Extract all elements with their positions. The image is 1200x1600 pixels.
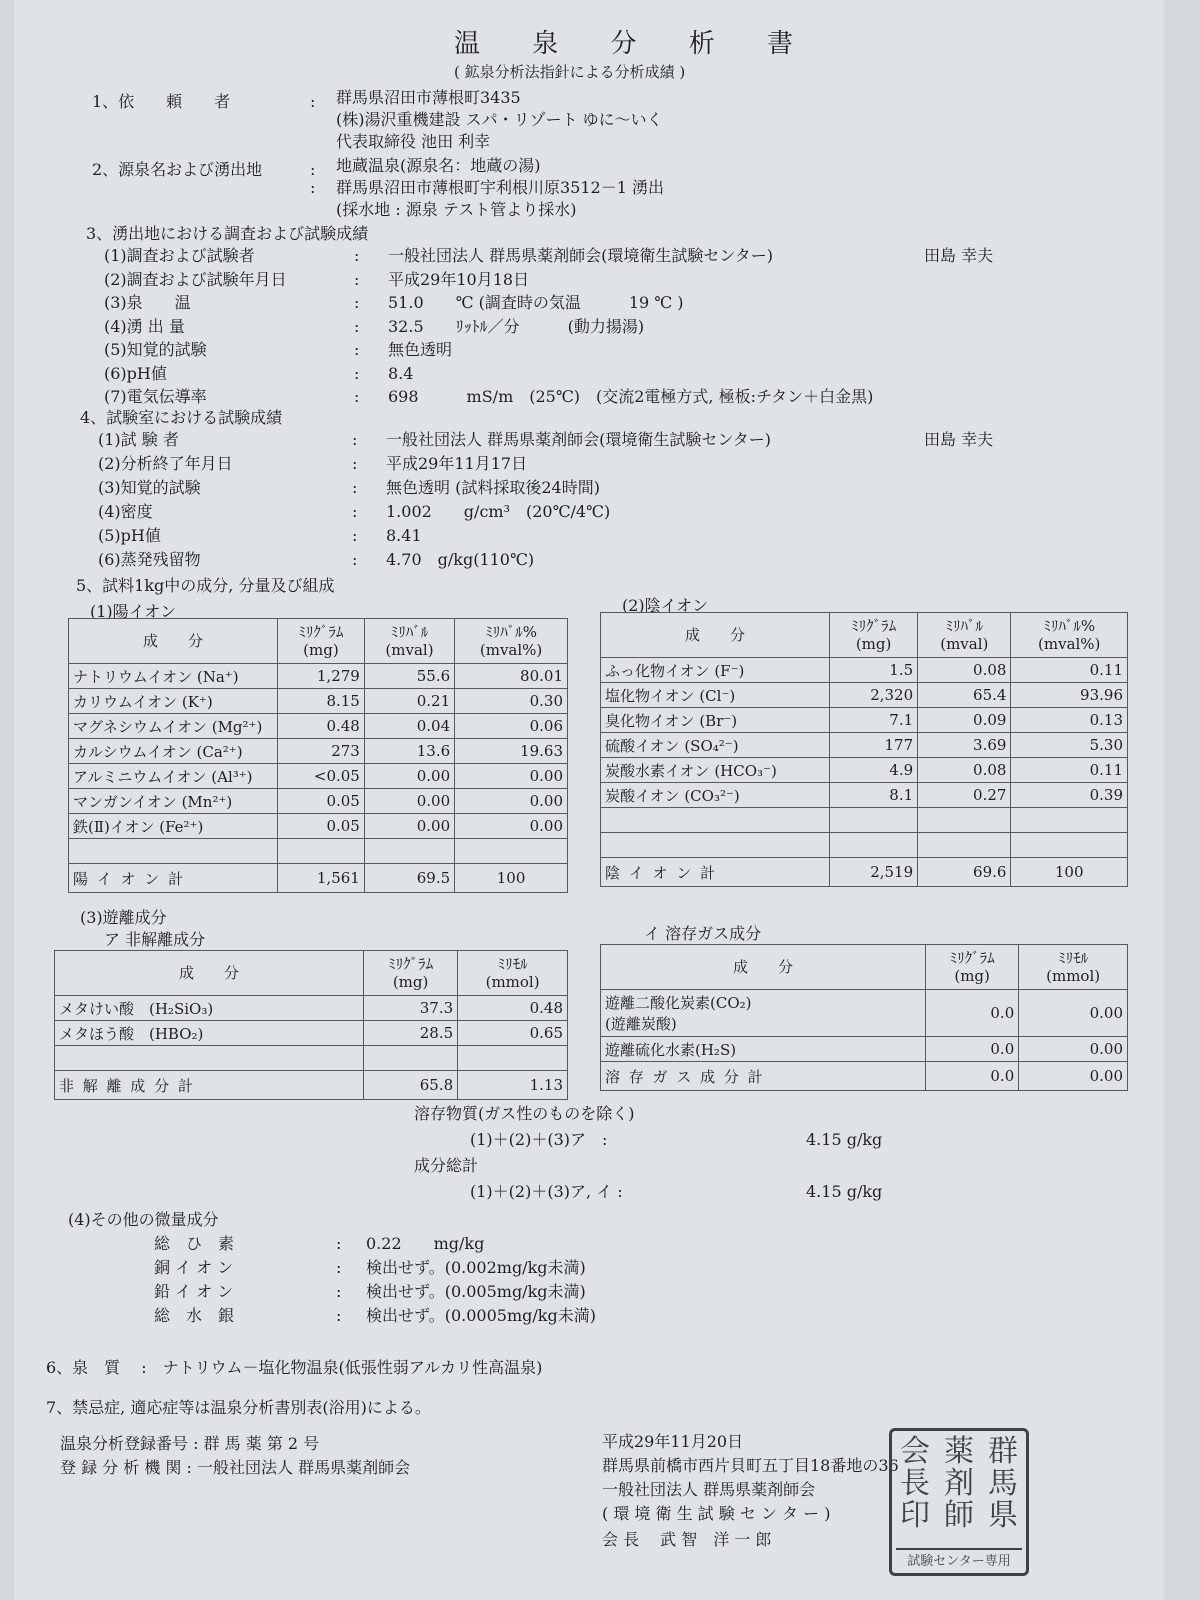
issue-date: 平成29年11月20日	[602, 1432, 744, 1451]
stamp-char: 会	[900, 1434, 930, 1469]
table-row	[69, 689, 568, 714]
component-value: 7.1	[830, 708, 918, 733]
component-value: 1,279	[278, 664, 365, 689]
table-row	[55, 1021, 568, 1046]
component-value: 55.6	[364, 664, 454, 689]
field-value: 32.5 ﾘｯﾄﾙ／分 (動力揚湯)	[388, 316, 645, 336]
component-name: 炭酸水素イオン (HCO₃⁻)	[601, 758, 830, 783]
s2-colon: :	[310, 160, 316, 179]
field-colon: :	[354, 340, 360, 359]
s5-label: 5、試料1kg中の成分, 分量及び組成	[76, 576, 335, 595]
component-name: ふっ化物イオン (F⁻)	[601, 658, 830, 683]
component-value	[918, 808, 1011, 833]
field-label: (6)pH値	[104, 363, 167, 383]
column-header: ﾐﾘﾓﾙ (mmol)	[458, 951, 568, 996]
trace-label: (4)その他の微量成分	[68, 1210, 219, 1229]
table-row	[601, 708, 1128, 733]
component-value	[278, 839, 365, 864]
table-row	[601, 833, 1128, 858]
field-label: (4)湧 出 量	[104, 316, 185, 336]
component-value: 0.21	[364, 689, 454, 714]
component-value: 0.05	[278, 814, 365, 839]
issuer-address: 群馬県前橋市西片貝町五丁目18番地の36	[602, 1456, 899, 1475]
table-total-row	[601, 858, 1128, 887]
column-header: 成 分	[601, 613, 830, 658]
table-row	[601, 808, 1128, 833]
component-value: 0.0	[926, 990, 1019, 1037]
component-value	[458, 1046, 568, 1071]
trace-name: 銅 イ オ ン	[154, 1258, 234, 1277]
field-colon: :	[354, 363, 360, 383]
component-value	[918, 833, 1011, 858]
s3-label: 3、湧出地における調査および試験成績	[86, 224, 369, 243]
field-label: (2)分析終了年月日	[98, 454, 233, 473]
nondis-table	[54, 950, 568, 1100]
component-value: 0.00	[1019, 990, 1128, 1037]
total-value: 69.5	[364, 864, 454, 893]
column-header: 成 分	[601, 945, 926, 990]
table-row	[69, 764, 568, 789]
field-colon: :	[354, 387, 360, 406]
component-value	[455, 839, 568, 864]
issuer-chair: 会 長 武 智 洋 一 郎	[602, 1530, 772, 1549]
component-name: 遊離二酸化炭素(CO₂) (遊離炭酸)	[601, 990, 926, 1037]
component-value: 177	[830, 733, 918, 758]
analysis-document	[14, 0, 1164, 1600]
total-value: 0.00	[1019, 1062, 1128, 1091]
component-name: カルシウムイオン (Ca²⁺)	[69, 739, 278, 764]
component-value: 0.05	[278, 789, 365, 814]
component-value: 0.06	[455, 714, 568, 739]
field-value: 一般社団法人 群馬県薬剤師会(環境衛生試験センター)	[388, 246, 773, 265]
component-value: 4.9	[830, 758, 918, 783]
component-name: 硫酸イオン (SO₄²⁻)	[601, 733, 830, 758]
component-name: 遊離硫化水素(H₂S)	[601, 1037, 926, 1062]
trace-name: 総 水 銀	[154, 1306, 235, 1325]
component-value: 0.00	[455, 789, 568, 814]
total-formula: (1)＋(2)＋(3)ア, イ :	[470, 1182, 623, 1201]
stamp-char: 薬	[944, 1434, 974, 1469]
field-colon: :	[352, 430, 358, 449]
component-value: 8.1	[830, 783, 918, 808]
field-label: (3)知覚的試験	[98, 478, 201, 497]
component-value: 0.27	[918, 783, 1011, 808]
field-colon: :	[352, 550, 358, 569]
component-name: メタけい酸 (H₂SiO₃)	[55, 996, 364, 1021]
registration-org: 登 録 分 析 機 関 : 一般社団法人 群馬県薬剤師会	[60, 1458, 411, 1477]
component-value: 28.5	[364, 1021, 458, 1046]
component-value	[364, 839, 454, 864]
official-seal-stamp	[889, 1428, 1029, 1576]
field-value: 8.41	[386, 526, 422, 545]
free-label: (3)遊離成分	[80, 908, 167, 927]
table-row	[69, 664, 568, 689]
component-name: 鉄(Ⅱ)イオン (Fe²⁺)	[69, 814, 278, 839]
trace-colon: :	[336, 1306, 342, 1325]
total-value: 0.0	[926, 1062, 1019, 1091]
field-colon: :	[354, 293, 360, 312]
total-value: 4.15 g/kg	[806, 1182, 883, 1201]
stamp-char: 長	[900, 1466, 930, 1501]
dissolved-label: 溶存物質(ガス性のものを除く)	[414, 1104, 635, 1123]
total-value: 1.13	[458, 1071, 568, 1100]
component-value: 0.13	[1011, 708, 1128, 733]
component-value: 5.30	[1011, 733, 1128, 758]
component-value: 0.48	[278, 714, 365, 739]
stamp-char: 馬	[988, 1466, 1018, 1501]
component-value	[1011, 833, 1128, 858]
component-name: 塩化物イオン (Cl⁻)	[601, 683, 830, 708]
stamp-bottom-text: 試験センター専用	[896, 1548, 1022, 1569]
table-header-row	[601, 613, 1128, 658]
component-value: 37.3	[364, 996, 458, 1021]
anion-table	[600, 612, 1128, 887]
component-value: 0.30	[455, 689, 568, 714]
total-label: 成分総計	[414, 1156, 479, 1175]
document-title: 温 泉 分 析 書	[454, 29, 816, 59]
field-colon: :	[354, 246, 360, 265]
column-header: ﾐﾘﾊﾞﾙ (mval)	[364, 619, 454, 664]
issuer-org: 一般社団法人 群馬県薬剤師会	[602, 1480, 816, 1499]
component-value: 0.00	[1019, 1037, 1128, 1062]
gas-label: イ 溶存ガス成分	[644, 924, 762, 943]
component-name	[601, 833, 830, 858]
column-header: ﾐﾘｸﾞﾗﾑ (mg)	[278, 619, 365, 664]
field-value: 698 mS/m (25℃) (交流2電極方式, 極板:チタン＋白金黒)	[388, 387, 874, 406]
s2-line: 群馬県沼田市薄根町宇利根川原3512－1 湧出	[336, 178, 664, 197]
field-examiner: 田島 幸夫	[924, 430, 994, 449]
component-value: 0.00	[364, 764, 454, 789]
s1-line: 代表取締役 池田 利幸	[336, 132, 491, 151]
component-value: 0.48	[458, 996, 568, 1021]
component-value: 0.00	[364, 814, 454, 839]
field-label: (6)蒸発残留物	[98, 550, 201, 569]
trace-name: 鉛 イ オ ン	[154, 1282, 234, 1301]
table-header-row	[55, 951, 568, 996]
trace-colon: :	[336, 1282, 342, 1301]
total-label: 溶 存 ガ ス 成 分 計	[601, 1062, 926, 1091]
s2-colon: :	[310, 178, 316, 197]
column-header: 成 分	[69, 619, 278, 664]
stamp-char: 県	[988, 1498, 1018, 1533]
table-row	[601, 733, 1128, 758]
field-label: (7)電気伝導率	[104, 387, 207, 406]
component-value	[1011, 808, 1128, 833]
dissolved-value: 4.15 g/kg	[806, 1130, 883, 1149]
component-value: 0.39	[1011, 783, 1128, 808]
component-value: 0.0	[926, 1037, 1019, 1062]
spring-quality: 6、泉 質 : ナトリウム－塩化物温泉(低張性弱アルカリ性高温泉)	[46, 1358, 543, 1377]
gas-table	[600, 944, 1128, 1091]
s2-line: (採水地 : 源泉 テスト管より採水)	[336, 200, 577, 219]
stamp-char: 印	[900, 1498, 930, 1533]
component-value: 0.65	[458, 1021, 568, 1046]
field-label: (1)調査および試験者	[104, 246, 255, 265]
table-total-row	[55, 1071, 568, 1100]
total-label: 陽 イ オ ン 計	[69, 864, 278, 893]
component-value: 0.00	[455, 764, 568, 789]
field-colon: :	[352, 454, 358, 473]
registration-number: 温泉分析登録番号 : 群 馬 薬 第 2 号	[60, 1434, 320, 1453]
trace-value: 0.22 mg/kg	[366, 1234, 485, 1253]
component-value: 0.11	[1011, 758, 1128, 783]
component-name: カリウムイオン (K⁺)	[69, 689, 278, 714]
s1-label: 1、依 頼 者	[92, 92, 231, 111]
component-value: 19.63	[455, 739, 568, 764]
component-name: メタほう酸 (HBO₂)	[55, 1021, 364, 1046]
total-value: 2,519	[830, 858, 918, 887]
field-colon: :	[354, 316, 360, 336]
trace-value: 検出せず。(0.0005mg/kg未満)	[366, 1306, 596, 1325]
table-row	[601, 1037, 1128, 1062]
column-header: ﾐﾘﾊﾞﾙ% (mval%)	[1011, 613, 1128, 658]
stamp-char: 師	[944, 1498, 974, 1533]
field-value: 一般社団法人 群馬県薬剤師会(環境衛生試験センター)	[386, 430, 771, 449]
total-value: 69.6	[918, 858, 1011, 887]
issuer-center: ( 環 境 衛 生 試 験 セ ン タ ー )	[602, 1504, 831, 1523]
component-value: 273	[278, 739, 365, 764]
field-label: (2)調査および試験年月日	[104, 269, 287, 289]
stamp-char: 剤	[944, 1466, 974, 1501]
stamp-char: 群	[988, 1434, 1018, 1469]
column-header: ﾐﾘｸﾞﾗﾑ (mg)	[830, 613, 918, 658]
table-row	[69, 739, 568, 764]
total-value: 1,561	[278, 864, 365, 893]
component-value: 0.08	[918, 758, 1011, 783]
total-value: 65.8	[364, 1071, 458, 1100]
column-header: ﾐﾘｸﾞﾗﾑ (mg)	[926, 945, 1019, 990]
trace-colon: :	[336, 1258, 342, 1277]
s2-line: 地蔵温泉(源泉名：地蔵の湯)	[336, 156, 541, 175]
s2-label: 2、源泉名および湧出地	[92, 160, 263, 179]
cation-table	[68, 618, 568, 893]
field-label: (5)pH値	[98, 526, 161, 545]
total-label: 非 解 離 成 分 計	[55, 1071, 364, 1100]
field-label: (4)密度	[98, 502, 153, 521]
dissolved-formula: (1)＋(2)＋(3)ア :	[470, 1130, 608, 1149]
field-label: (1)試 験 者	[98, 430, 179, 449]
component-value: 0.04	[364, 714, 454, 739]
trace-value: 検出せず。(0.005mg/kg未満)	[366, 1282, 586, 1301]
trace-colon: :	[336, 1234, 342, 1253]
anion-label: (2)陰イオン	[622, 596, 709, 615]
component-name	[69, 839, 278, 864]
component-value: 0.08	[918, 658, 1011, 683]
component-value: 3.69	[918, 733, 1011, 758]
component-value: 0.09	[918, 708, 1011, 733]
field-value: 無色透明 (試料採取後24時間)	[386, 478, 600, 497]
field-value: 平成29年11月17日	[386, 454, 528, 473]
component-name: ナトリウムイオン (Na⁺)	[69, 664, 278, 689]
component-value: 0.11	[1011, 658, 1128, 683]
table-row	[69, 789, 568, 814]
trace-value: 検出せず。(0.002mg/kg未満)	[366, 1258, 586, 1277]
field-value: 無色透明	[388, 340, 453, 359]
component-name: マンガンイオン (Mn²⁺)	[69, 789, 278, 814]
table-total-row	[69, 864, 568, 893]
table-row	[69, 814, 568, 839]
field-colon: :	[352, 526, 358, 545]
table-row	[601, 683, 1128, 708]
table-row	[601, 758, 1128, 783]
component-value: 1.5	[830, 658, 918, 683]
component-value: 0.00	[364, 789, 454, 814]
component-value: 80.01	[455, 664, 568, 689]
component-name: マグネシウムイオン (Mg²⁺)	[69, 714, 278, 739]
component-value: <0.05	[278, 764, 365, 789]
nondis-label: ア 非解離成分	[104, 930, 206, 949]
s1-colon: :	[310, 92, 316, 111]
document-subtitle: ( 鉱泉分析法指針による分析成績 )	[454, 63, 686, 81]
component-value	[830, 833, 918, 858]
component-value: 2,320	[830, 683, 918, 708]
component-value: 93.96	[1011, 683, 1128, 708]
component-value: 8.15	[278, 689, 365, 714]
s4-label: 4、試験室における試験成績	[80, 408, 283, 427]
column-header: ﾐﾘｸﾞﾗﾑ (mg)	[364, 951, 458, 996]
column-header: ﾐﾘﾓﾙ (mmol)	[1019, 945, 1128, 990]
component-value	[830, 808, 918, 833]
field-colon: :	[354, 269, 360, 289]
field-value: 51.0 ℃ (調査時の気温 19 ℃ )	[388, 293, 684, 312]
field-label: (3)泉 温	[104, 293, 191, 312]
total-label: 陰 イ オ ン 計	[601, 858, 830, 887]
component-name: アルミニウムイオン (Al³⁺)	[69, 764, 278, 789]
component-name: 炭酸イオン (CO₃²⁻)	[601, 783, 830, 808]
total-value: 100	[1011, 858, 1128, 887]
column-header: ﾐﾘﾊﾞﾙ% (mval%)	[455, 619, 568, 664]
trace-name: 総 ひ 素	[154, 1234, 235, 1253]
component-value: 0.00	[455, 814, 568, 839]
component-name: 臭化物イオン (Br⁻)	[601, 708, 830, 733]
table-row	[601, 990, 1128, 1037]
component-value: 65.4	[918, 683, 1011, 708]
component-name	[55, 1046, 364, 1071]
field-examiner: 田島 幸夫	[924, 246, 994, 265]
table-row	[601, 783, 1128, 808]
field-value: 8.4	[388, 363, 414, 383]
field-value: 1.002 g/cm³ (20℃/4℃)	[386, 502, 611, 521]
s1-line: (株)湯沢重機建設 スパ・リゾート ゆに～いく	[336, 110, 663, 129]
component-value: 13.6	[364, 739, 454, 764]
field-value: 平成29年10月18日	[388, 269, 530, 289]
field-colon: :	[352, 502, 358, 521]
column-header: ﾐﾘﾊﾞﾙ (mval)	[918, 613, 1011, 658]
field-label: (5)知覚的試験	[104, 340, 207, 359]
table-total-row	[601, 1062, 1128, 1091]
cation-label: (1)陽イオン	[90, 602, 177, 621]
s1-line: 群馬県沼田市薄根町3435	[336, 88, 521, 107]
column-header: 成 分	[55, 951, 364, 996]
component-name	[601, 808, 830, 833]
table-row	[69, 839, 568, 864]
field-value: 4.70 g/kg(110℃)	[386, 550, 535, 569]
table-header-row	[69, 619, 568, 664]
table-row	[55, 1046, 568, 1071]
total-value: 100	[455, 864, 568, 893]
table-header-row	[601, 945, 1128, 990]
contraindications-note: 7、禁忌症, 適応症等は温泉分析書別表(浴用)による。	[46, 1398, 431, 1417]
field-colon: :	[352, 478, 358, 497]
table-row	[55, 996, 568, 1021]
table-row	[69, 714, 568, 739]
component-value	[364, 1046, 458, 1071]
table-row	[601, 658, 1128, 683]
